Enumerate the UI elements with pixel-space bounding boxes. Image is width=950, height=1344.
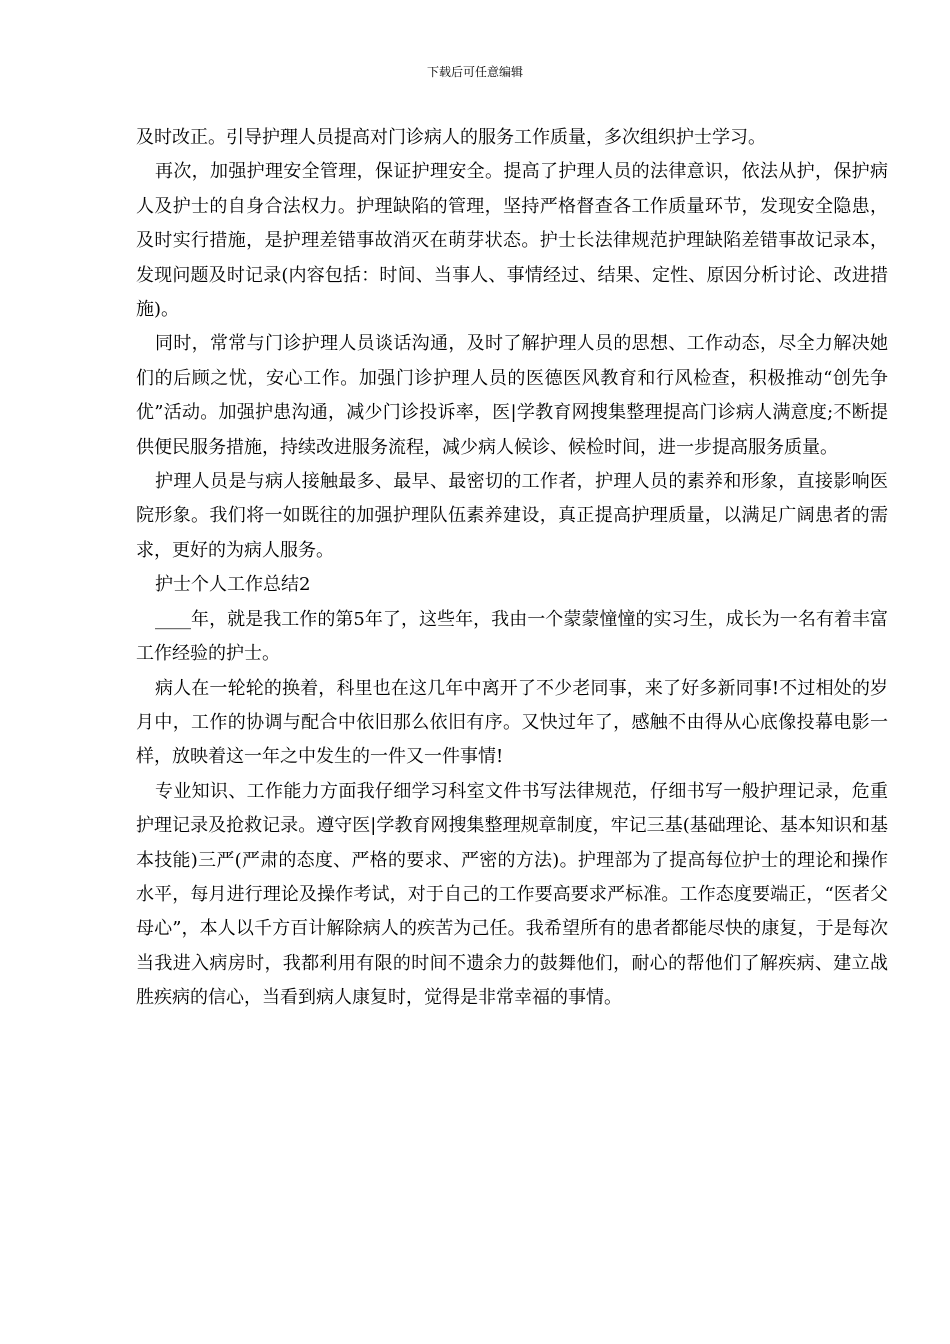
paragraph-1: 及时改正。引导护理人员提高对门诊病人的服务工作质量，多次组织护士学习。 <box>136 127 766 148</box>
paragraph-6: 病人在一轮轮的换着，科里也在这几年中离开了不少老同事，来了好多新同事!不过相处的岁月中，工作的协调与配合中依旧那么依旧有序。又快过年了，感触不由得从心底像投幕电影一样，放映着这一年之中发生的一件又一件事情! <box>136 677 888 768</box>
paragraph-7: 专业知识、工作能力方面我仔细学习科室文件书写法律规范，仔细书写一般护理记录，危重护理记录及抢救记录。遵守医|学教育网搜集整理规章制度，牢记三基(基础理论、基本知识和基本技能)三严(严肃的态度、严格的要求、严密的方法)。护理部为了提高每位护士的理论和操作水平，每月进行理论及操作考试，对于自己的工作要高要求严标准。工作态度要端正，“医者父母心”，本人以千方百计解除病人的疾苦为己任。我希望所有的患者都能尽快的康复，于是每次当我进入病房时，我都利用有限的时间不遗余力的鼓舞他们，耐心的帮他们了解疾病、建立战胜疾病的信心，当看到病人康复时，觉得是非常幸福的事情。 <box>136 780 888 1009</box>
page-header: 下载后可任意编辑 <box>426 65 523 79</box>
paragraph-2: 再次，加强护理安全管理，保证护理安全。提高了护理人员的法律意识，依法从护，保护病人及护士的自身合法权力。护理缺陷的管理，坚持严格督查各工作质量环节，发现安全隐患，及时实行措施，是护理差错事故消灭在萌芽状态。护士长法律规范护理缺陷差错事故记录本，发现问题及时记录(内容包括：时间、当事人、事情经过、结果、定性、原因分析讨论、改进措施)。 <box>136 161 888 321</box>
document-body <box>136 121 888 1016</box>
paragraph-3: 同时，常常与门诊护理人员谈话沟通，及时了解护理人员的思想、工作动态，尽全力解决她们的后顾之忧，安心工作。加强门诊护理人员的医德医风教育和行风检查，积极推动“创先争优”活动。加强护患沟通，减少门诊投诉率，医|学教育网搜集整理提高门诊病人满意度;不断提供便民服务措施，持续改进服务流程，减少病人候诊、候检时间，进一步提高服务质量。 <box>136 333 888 458</box>
paragraph-4: 护理人员是与病人接触最多、最早、最密切的工作者，护理人员的素养和形象，直接影响医院形象。我们将一如既往的加强护理队伍素养建设，真正提高护理质量，以满足广阔患者的需求，更好的为病人服务。 <box>136 471 888 561</box>
paragraph-5: ____年，就是我工作的第5年了，这些年，我由一个蒙蒙憧憧的实习生，成长为一名有着丰富工作经验的护士。 <box>136 608 888 665</box>
section-heading: 护士个人工作总结2 <box>155 574 311 596</box>
